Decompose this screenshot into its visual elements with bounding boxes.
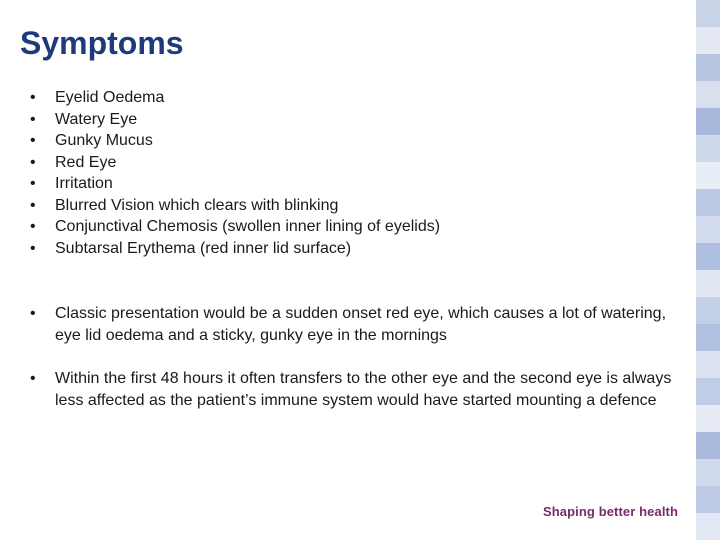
symptom-text: Watery Eye (55, 110, 138, 128)
bullet: • (30, 218, 36, 235)
bullet: • (30, 110, 36, 128)
stripe-block (696, 351, 720, 378)
list-item (28, 152, 668, 174)
symptom-text: Gunky Mucus (55, 132, 153, 149)
symptom-text: Irritation (55, 175, 113, 192)
stripe-block (696, 81, 720, 108)
stripe-block (696, 459, 720, 486)
bullet: • (30, 305, 36, 322)
list-item (28, 216, 668, 238)
list-item (28, 87, 668, 109)
paragraph-text: Classic presentation would be a sudden onset red eye, which causes a lot of watering, eye lid oedema and a sticky, gunky eye in the mornings (55, 305, 667, 344)
stripe-block (696, 27, 720, 54)
transfer-paragraph (28, 368, 678, 411)
bullet: • (30, 239, 36, 257)
bullet: • (30, 370, 36, 387)
stripe-block (696, 135, 720, 162)
bullet: • (30, 89, 36, 106)
stripe-block (696, 297, 720, 324)
stripe-block (696, 216, 720, 243)
symptom-text: Eyelid Oedema (55, 89, 165, 106)
list-item (28, 130, 668, 152)
bullet: • (30, 196, 36, 214)
list-item (28, 303, 678, 346)
symptom-text: Red Eye (55, 153, 117, 171)
stripe-block (696, 405, 720, 432)
stripe-block (696, 189, 720, 216)
list-item (28, 109, 668, 131)
brand-tagline: Shaping better health (543, 504, 679, 519)
presentation-paragraph (28, 303, 678, 346)
symptom-list (28, 87, 668, 259)
bullet: • (30, 132, 36, 149)
stripe-block (696, 0, 720, 27)
symptom-text: Subtarsal Erythema (red inner lid surface) (55, 239, 352, 257)
list-item (28, 238, 668, 260)
list-item (28, 173, 668, 195)
stripe-block (696, 162, 720, 189)
stripe-block (696, 324, 720, 351)
symptom-text: Blurred Vision which clears with blinking (55, 196, 339, 214)
decorative-stripe (696, 0, 720, 540)
stripe-block (696, 486, 720, 513)
list-item (28, 195, 668, 217)
page-title: Symptoms (20, 25, 184, 61)
bullet: • (30, 153, 36, 171)
stripe-block (696, 108, 720, 135)
stripe-block (696, 54, 720, 81)
symptom-text: Conjunctival Chemosis (swollen inner lining of eyelids) (55, 218, 441, 235)
stripe-block (696, 513, 720, 540)
list-item (28, 368, 678, 411)
bullet: • (30, 175, 36, 192)
stripe-block (696, 270, 720, 297)
stripe-block (696, 243, 720, 270)
stripe-block (696, 378, 720, 405)
stripe-block (696, 432, 720, 459)
paragraph-text: Within the first 48 hours it often transfers to the other eye and the second eye is always less affected as the patient’s immune system would have started mounting a defence (55, 370, 672, 409)
